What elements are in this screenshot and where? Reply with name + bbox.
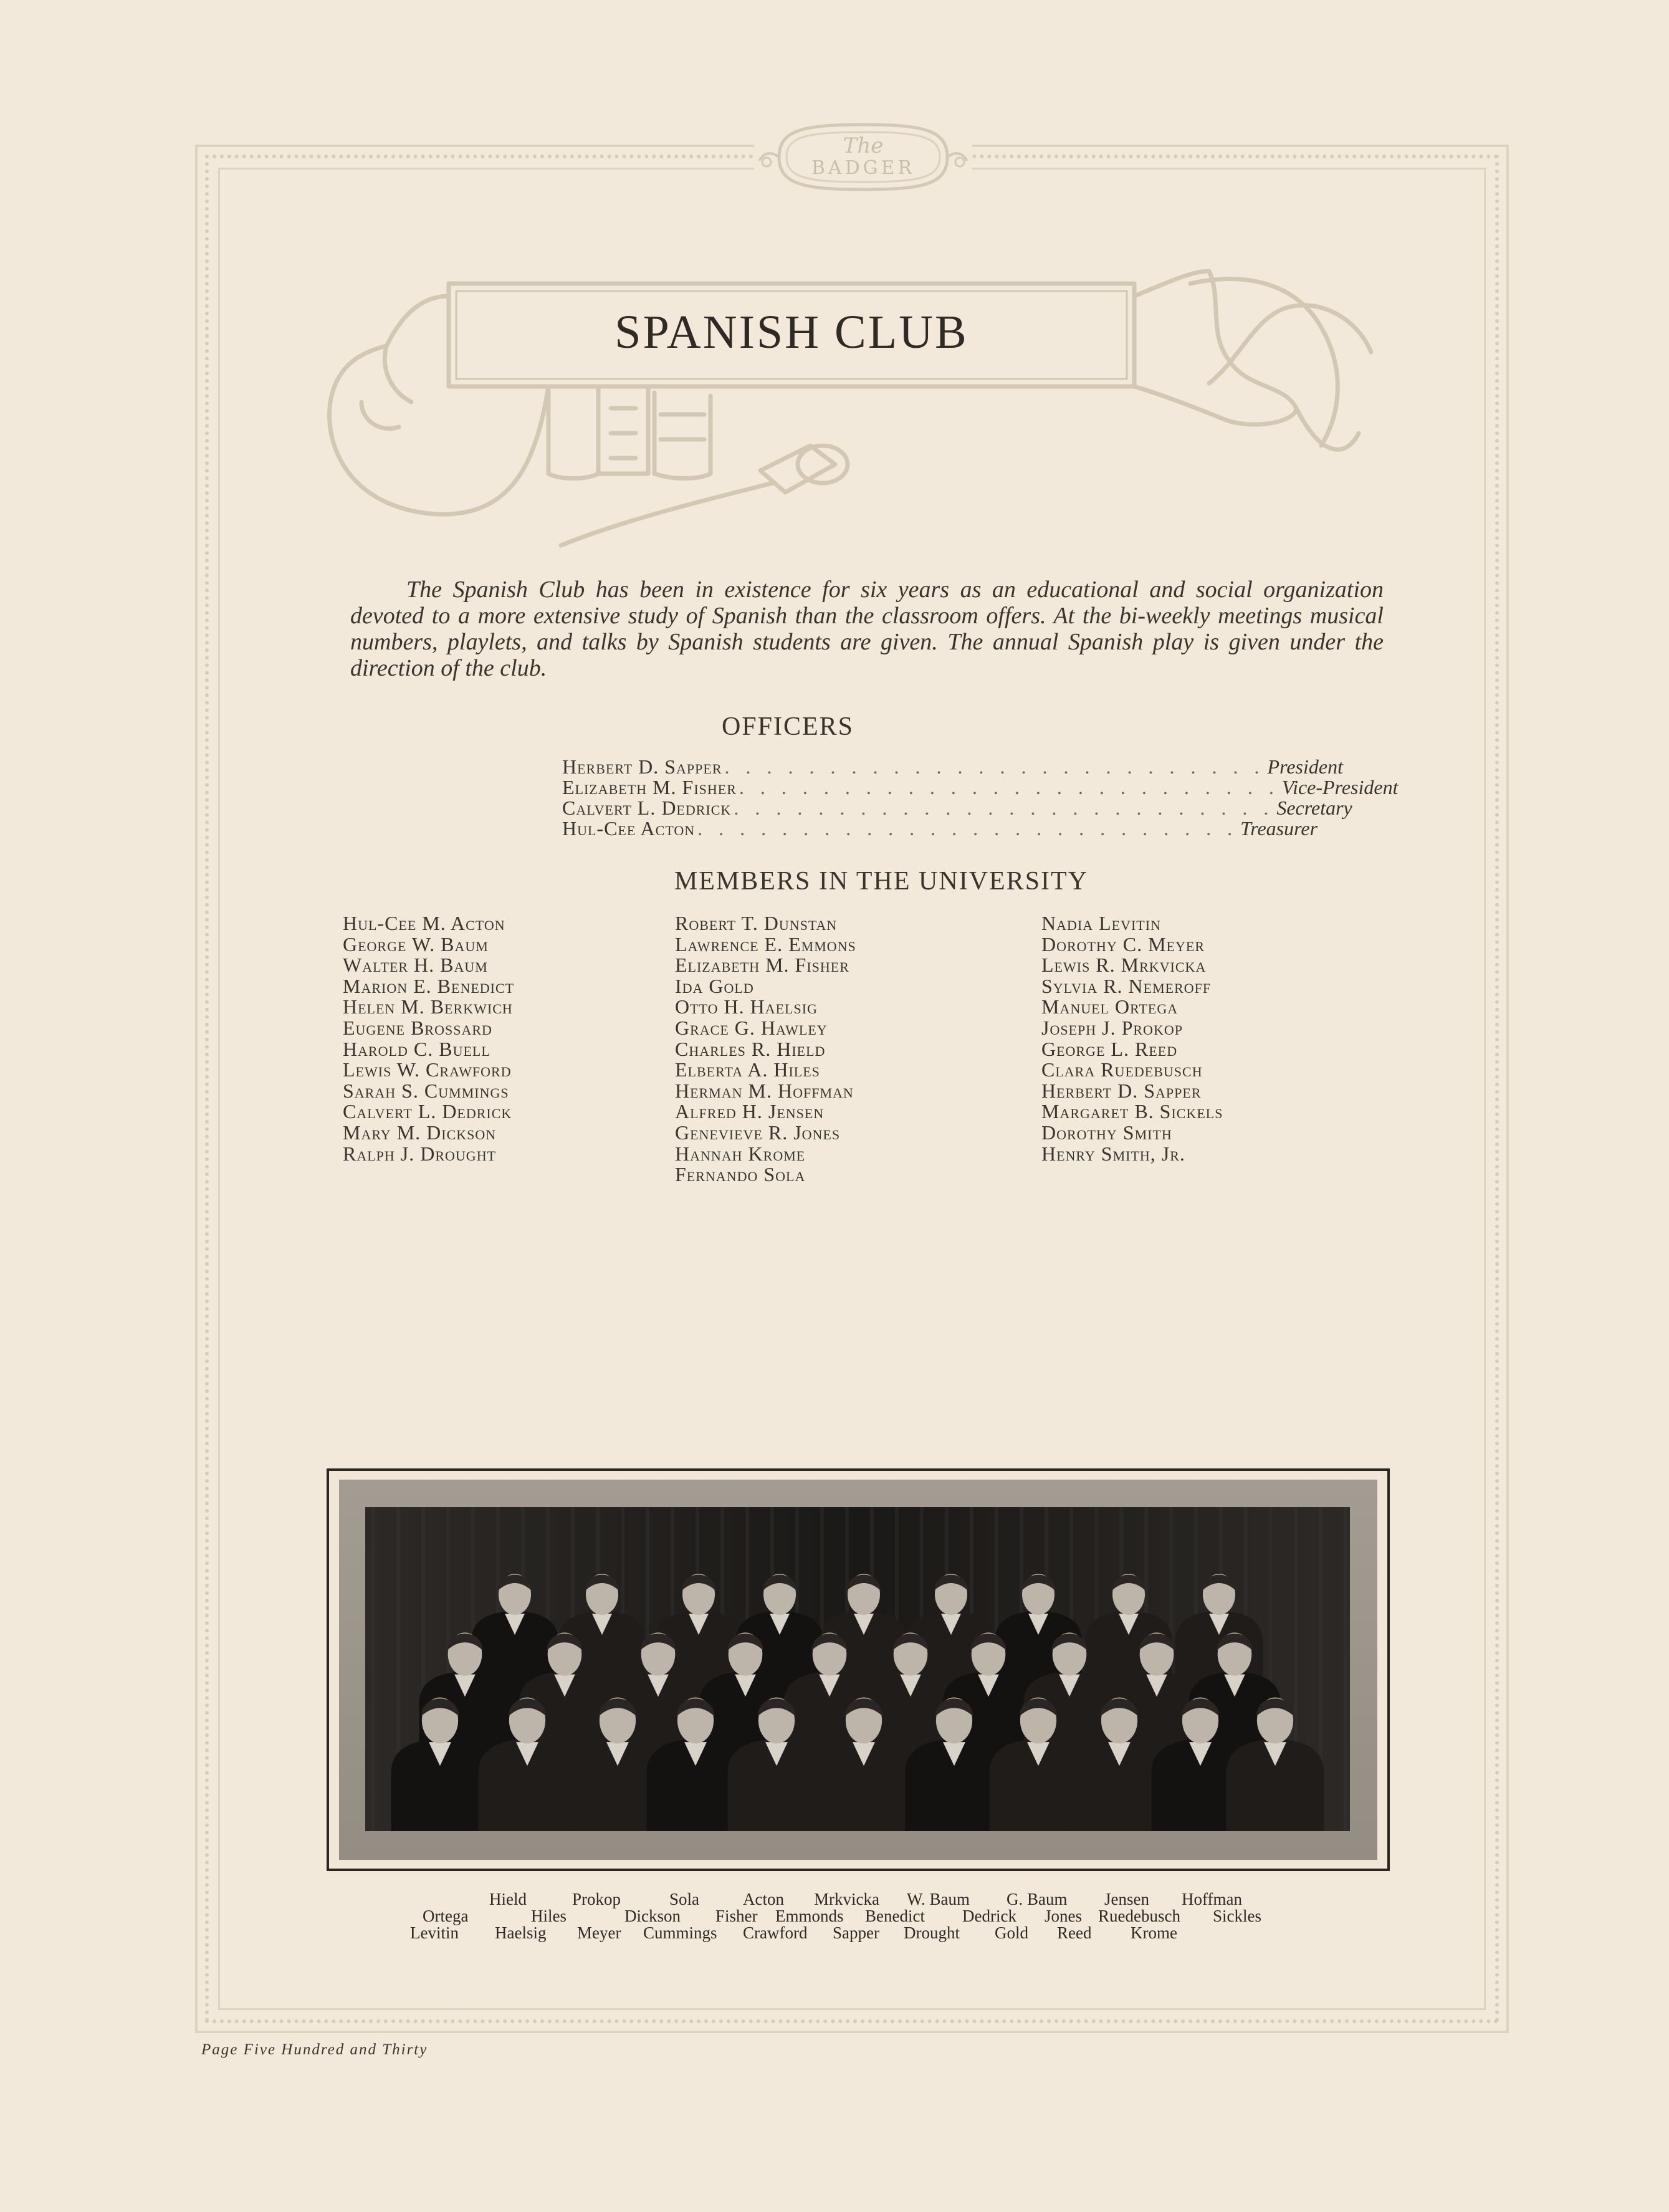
caption-name: Dedrick	[962, 1907, 1016, 1925]
caption-name: Dickson	[624, 1907, 681, 1925]
caption-name: Haelsig	[495, 1923, 547, 1942]
caption-name: Hiles	[531, 1907, 567, 1925]
caption-name: Crawford	[743, 1923, 808, 1942]
officer-title: Vice-President	[1281, 776, 1399, 798]
leader-dots: . . . . . . . . . . . . . . . . . . . . . . . . . .	[724, 755, 1265, 778]
officer-title: Treasurer	[1240, 817, 1318, 840]
officer-name: Herbert D. Sapper	[562, 755, 722, 778]
member-name: Walter H. Baum	[343, 954, 488, 977]
member-name: Fernando Sola	[675, 1163, 806, 1186]
caption-name: Hoffman	[1182, 1890, 1242, 1908]
caption-name: G. Baum	[1007, 1890, 1068, 1908]
member-name: Hannah Krome	[675, 1142, 806, 1165]
caption-name: Emmonds	[775, 1907, 844, 1925]
member-name: Sarah S. Cummings	[343, 1079, 509, 1102]
member-name: Lawrence E. Emmons	[675, 932, 856, 955]
curtain-fold	[371, 1507, 375, 1831]
caption-name: Sola	[669, 1890, 700, 1908]
member-name: Robert T. Dunstan	[675, 912, 838, 934]
member-name: Herman M. Hoffman	[675, 1079, 854, 1102]
member-name: Nadia Levitin	[1041, 912, 1161, 934]
caption-name: Jensen	[1104, 1890, 1149, 1908]
member-name: Charles R. Hield	[675, 1037, 826, 1060]
leader-dots: . . . . . . . . . . . . . . . . . . . . . . . . . .	[697, 817, 1238, 840]
member-name: Calvert L. Dedrick	[343, 1100, 512, 1123]
intro-paragraph: The Spanish Club has been in existence for six years as an educational and social organization devoted to a more extensive study of Spanish than the classroom offers. At the bi-weekly meetings musical numbers, playlets, and talks by Spanish students are given. The annual Spanish play is given under the direction of the club.	[350, 577, 1384, 681]
caption-row-middle	[374, 1908, 1309, 1925]
officer-name: Calvert L. Dedrick	[562, 797, 732, 819]
member-name: Herbert D. Sapper	[1041, 1079, 1202, 1102]
caption-name: Levitin	[410, 1923, 459, 1942]
member-name: Alfred H. Jensen	[675, 1100, 825, 1123]
officer-title: Secretary	[1276, 797, 1352, 819]
leader-dots: . . . . . . . . . . . . . . . . . . . . . . . . . .	[739, 776, 1279, 798]
masthead-badger: BADGER	[811, 157, 916, 179]
member-name: Grace G. Hawley	[675, 1016, 828, 1039]
group-photo-illustration	[365, 1507, 1350, 1831]
caption-name: Cummings	[643, 1923, 717, 1942]
member-name: Elizabeth M. Fisher	[675, 954, 849, 977]
member-name: Ida Gold	[675, 974, 754, 997]
member-name: Lewis W. Crawford	[343, 1058, 512, 1081]
members-heading: MEMBERS IN THE UNIVERSITY	[674, 867, 1089, 896]
member-name: Genevieve R. Jones	[675, 1121, 841, 1144]
caption-name: Ortega	[423, 1907, 469, 1925]
caption-name: Benedict	[865, 1907, 925, 1925]
caption-name: Krome	[1131, 1923, 1177, 1942]
page-title: SPANISH CLUB	[615, 306, 968, 358]
masthead-the: The	[843, 133, 884, 158]
caption-name: Acton	[743, 1890, 784, 1908]
member-name: Marion E. Benedict	[343, 974, 515, 997]
caption-row-front	[374, 1925, 1309, 1941]
member-name: Sylvia R. Nemeroff	[1041, 974, 1212, 997]
member-name: Eugene Brossard	[343, 1016, 492, 1039]
group-photo	[365, 1507, 1350, 1831]
officer-row	[562, 797, 1352, 819]
officers-heading: OFFICERS	[721, 712, 854, 741]
members-column-2	[675, 913, 856, 1185]
caption-name: Mrkvicka	[814, 1890, 879, 1908]
caption-name: Sapper	[833, 1923, 879, 1942]
caption-name: Hield	[489, 1890, 527, 1908]
member-name: Dorothy C. Meyer	[1041, 932, 1205, 955]
member-name: Joseph J. Prokop	[1041, 1016, 1183, 1039]
banner-illustration	[324, 259, 1384, 558]
members-column-3	[1041, 913, 1223, 1164]
curtain-fold	[1344, 1507, 1347, 1831]
member-name: Clara Ruedebusch	[1041, 1058, 1203, 1081]
member-name: Dorothy Smith	[1041, 1121, 1172, 1144]
officer-row	[562, 776, 1399, 798]
member-name: Manuel Ortega	[1041, 995, 1179, 1018]
member-name: Lewis R. Mrkvicka	[1041, 954, 1207, 977]
member-name: George L. Reed	[1041, 1037, 1178, 1060]
member-name: Otto H. Haelsig	[675, 995, 818, 1018]
caption-name: Drought	[904, 1923, 960, 1942]
caption-name: Meyer	[577, 1923, 621, 1942]
scroll-books-pen-icon	[324, 259, 1384, 558]
caption-name: Ruedebusch	[1098, 1907, 1180, 1925]
officer-name: Hul-Cee Acton	[562, 817, 696, 840]
member-name: Elberta A. Hiles	[675, 1058, 820, 1081]
caption-name: Reed	[1057, 1923, 1092, 1942]
caption-name: Gold	[995, 1923, 1028, 1942]
member-name: Mary M. Dickson	[343, 1121, 497, 1144]
caption-name: Jones	[1045, 1907, 1082, 1925]
photo-mat	[339, 1480, 1377, 1860]
officer-name: Elizabeth M. Fisher	[562, 776, 737, 798]
group-photo-frame	[327, 1468, 1390, 1871]
masthead-cartouche	[754, 117, 972, 197]
page-number: Page Five Hundred and Thirty	[201, 2041, 428, 2058]
caption-name: Sickles	[1213, 1907, 1261, 1925]
member-name: Margaret B. Sickels	[1041, 1100, 1223, 1123]
officer-row	[562, 755, 1343, 778]
member-name: George W. Baum	[343, 932, 489, 955]
members-column-1	[343, 913, 514, 1164]
officer-title: President	[1267, 755, 1343, 778]
caption-name: W. Baum	[907, 1890, 970, 1908]
caption-row-back	[374, 1891, 1309, 1908]
photo-caption	[374, 1891, 1309, 1941]
member-name: Henry Smith, Jr.	[1041, 1142, 1185, 1165]
member-name: Hul-Cee M. Acton	[343, 912, 505, 934]
caption-name: Prokop	[572, 1890, 621, 1908]
leader-dots: . . . . . . . . . . . . . . . . . . . . . . . . . .	[734, 797, 1274, 819]
member-name: Harold C. Buell	[343, 1037, 490, 1060]
member-name: Helen M. Berkwich	[343, 995, 513, 1018]
officers-list	[562, 755, 1399, 840]
member-name: Ralph J. Drought	[343, 1142, 497, 1165]
officer-row	[562, 817, 1318, 840]
caption-name: Fisher	[715, 1907, 758, 1925]
